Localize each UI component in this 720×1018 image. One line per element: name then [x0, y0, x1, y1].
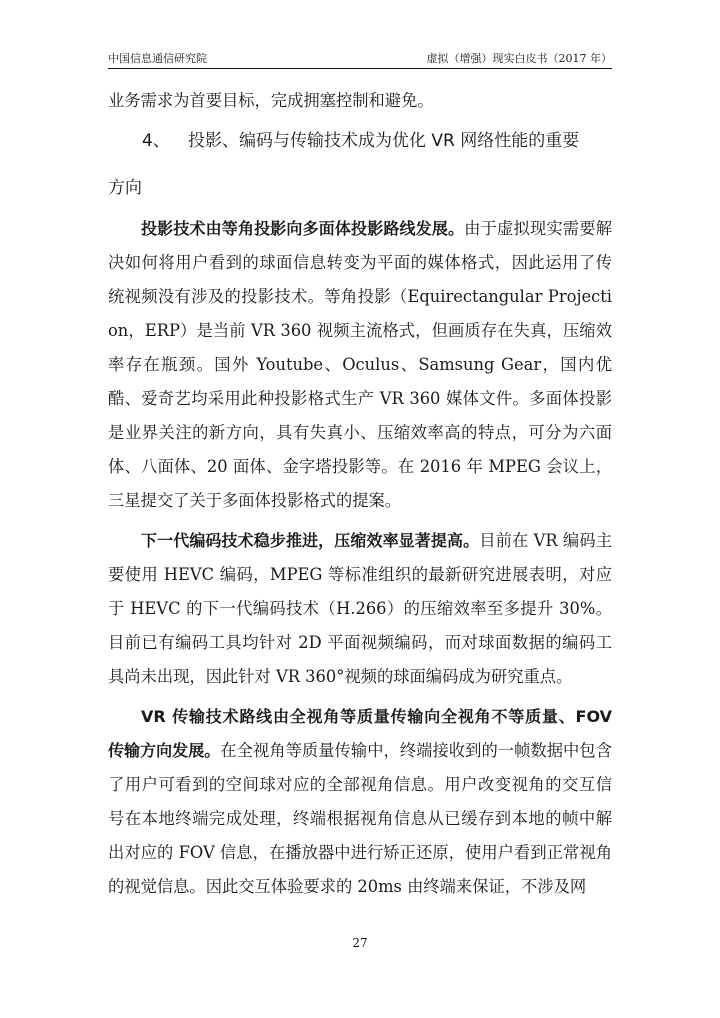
page-number: 27: [352, 936, 368, 950]
section-heading-text: 投影、编码与传输技术成为优化 VR 网络性能的重要: [188, 131, 580, 151]
continuation-paragraph: 业务需求为首要目标，完成拥塞控制和避免。: [108, 91, 434, 110]
page-header: [108, 44, 612, 66]
header-divider: [108, 68, 612, 69]
page-body: [108, 84, 612, 904]
paragraph-body: 目前在 VR 编码主要使用 HEVC 编码，MPEG 等标准组织的最新研究进展表明，对应于 HEVC 的下一代编码技术（H.266）的压缩效率至多提升 30%。目前已有编码工具均针对 2D 平面视频编码，而对球面数据的编码工具尚未出现，因此针对 VR 360°视频的球面编码成为研究重点。: [108, 531, 612, 686]
section-heading-continuation: 方向: [108, 178, 142, 198]
paragraph-lead: 投影技术由等角投影向多面体投影路线发展。: [141, 219, 465, 238]
paragraph-lead: VR 传输技术路线由全视角等质量传输向全视角不等质量、FOV 传输方向发展。: [108, 707, 612, 760]
section-heading-number: 4、: [142, 131, 170, 151]
paragraph-transmission: [108, 700, 612, 904]
header-organization: 中国信息通信研究院: [108, 52, 207, 65]
paragraph-coding: [108, 524, 612, 694]
paragraph-body: 由于虚拟现实需要解决如何将用户看到的球面信息转变为平面的媒体格式，因此运用了传统视频没有涉及的投影技术。等角投影（Equirectangular Projection，ERP）是当前 VR 360 视频主流格式，但画质存在失真，压缩效率存在瓶颈。国外 Youtube、Oculus、Samsung Gear，国内优酷、爱奇艺均采用此种投影格式生产 VR 360 媒体文件。多面体投影是业界关注的新方向，具有失真小、压缩效率高的特点，可分为六面体、八面体、20 面体、金字塔投影等。在 2016 年 MPEG 会议上，三星提交了关于多面体投影格式的提案。: [108, 219, 612, 510]
paragraph-body: 在全视角等质量传输中，终端接收到的一帧数据中包含了用户可看到的空间球对应的全部视角信息。用户改变视角的交互信号在本地终端完成处理，终端根据视角信息从已缓存到本地的帧中解出对应的 FOV 信息，在播放器中进行矫正还原，使用户看到正常视角的视觉信息。因此交互体验要求的 20ms 由终端来保证，不涉及网: [108, 741, 612, 896]
paragraph-projection: [108, 212, 612, 518]
paragraph-lead: 下一代编码技术稳步推进，压缩效率显著提高。: [141, 531, 480, 550]
header-document-title: 虚拟（增强）现实白皮书（2017 年）: [426, 52, 612, 65]
section-heading: [108, 124, 612, 159]
